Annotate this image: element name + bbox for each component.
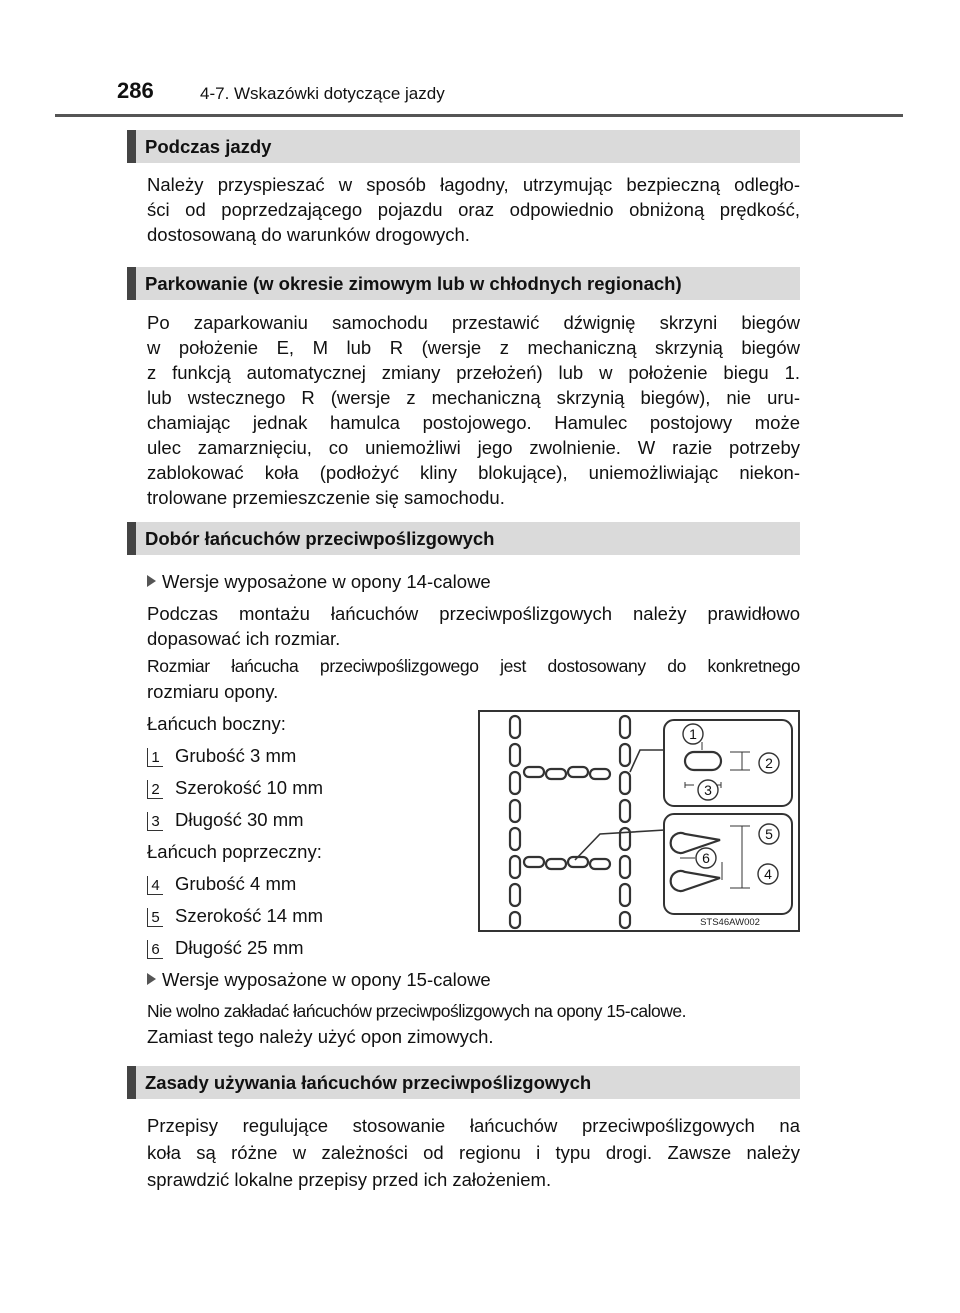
number-box: 6 xyxy=(147,940,163,959)
paragraph-line: trolowane przemieszczenie się samochodu. xyxy=(147,487,505,508)
spec-item: 3 Długość 30 mm xyxy=(147,809,304,831)
callout-2: 2 xyxy=(765,755,773,771)
paragraph-line: chamiając jednak hamulca postojowego. Hamulec postojowy może xyxy=(147,412,800,433)
paragraph-line: Po zaparkowaniu samochodu przestawić dźwignię skrzyni biegów xyxy=(147,312,800,333)
spec-item: 2 Szerokość 10 mm xyxy=(147,777,323,799)
figure-code: STS46AW002 xyxy=(700,917,760,928)
section-heading-text: Podczas jazdy xyxy=(145,136,272,157)
paragraph-line: Nie wolno zakładać łańcuchów przeciwpoślizgowych na opony 15-calowe. xyxy=(147,1001,686,1021)
paragraph-line: z funkcją automatycznej zmiany przełożeń) lub w położenie biegu 1. xyxy=(147,362,800,383)
paragraph-line: Zamiast tego należy użyć opon zimowych. xyxy=(147,1026,494,1047)
paragraph-line: rozmiaru opony. xyxy=(147,681,279,702)
paragraph-line: lub wstecznego R (wersje z mechaniczną skrzynią biegów), nie uru- xyxy=(147,387,800,408)
variant-15-heading: Wersje wyposażone w opony 15-calowe xyxy=(147,969,491,991)
callout-5: 5 xyxy=(765,826,773,842)
spec-item: 1 Grubość 3 mm xyxy=(147,745,296,767)
number-box: 2 xyxy=(147,780,163,799)
section-heading-parking xyxy=(127,267,800,300)
section-heading-rules xyxy=(127,1066,800,1099)
paragraph-line: w położenie E, M lub R (wersje z mechaniczną skrzynią biegów xyxy=(147,337,800,358)
paragraph-line: koła są różne w zależności od regionu i typu drogi. Zawsze należy xyxy=(147,1142,800,1163)
chain-illustration xyxy=(480,712,798,930)
number-box: 1 xyxy=(147,748,163,767)
paragraph-line: zablokować koła (podłożyć kliny blokujące), uniemożliwiając niekon- xyxy=(147,462,800,483)
triangle-bullet-icon xyxy=(147,973,156,985)
paragraph-line: Podczas montażu łańcuchów przeciwpoślizgowych należy prawidłowo xyxy=(147,603,800,624)
snow-chain-diagram xyxy=(478,710,800,932)
section-heading-text: Parkowanie (w okresie zimowym lub w chłodnych regionach) xyxy=(145,273,682,294)
callout-4: 4 xyxy=(764,866,772,882)
variant-14-heading: Wersje wyposażone w opony 14-calowe xyxy=(147,571,491,593)
cross-chain-label: Łańcuch poprzeczny: xyxy=(147,841,322,862)
header-rule xyxy=(55,114,903,117)
paragraph-line: Przepisy regulujące stosowanie łańcuchów przeciwpoślizgowych na xyxy=(147,1115,800,1136)
paragraph-line: sprawdzić lokalne przepisy przed ich założeniem. xyxy=(147,1169,552,1190)
paragraph-line: ulec zamarznięciu, co uniemożliwi jego zwolnienie. W razie potrzeby xyxy=(147,437,800,458)
callout-6: 6 xyxy=(702,850,710,866)
section-heading-driving xyxy=(127,130,800,163)
callout-3: 3 xyxy=(704,782,712,798)
paragraph-line: Rozmiar łańcucha przeciwpoślizgowego jest dostosowany do konkretnego xyxy=(147,656,800,676)
chain-links xyxy=(510,716,630,928)
triangle-bullet-icon xyxy=(147,575,156,587)
paragraph-line: dopasować ich rozmiar. xyxy=(147,628,341,649)
number-box: 5 xyxy=(147,908,163,927)
spec-item: 4 Grubość 4 mm xyxy=(147,873,296,895)
paragraph-line: dostosowaną do warunków drogowych. xyxy=(147,224,470,245)
callout-1: 1 xyxy=(689,726,697,742)
pointer-line xyxy=(630,750,665,772)
paragraph-line: Należy przyspieszać w sposób łagodny, utrzymując bezpieczną odległo- xyxy=(147,174,800,195)
number-box: 4 xyxy=(147,876,163,895)
spec-item: 5 Szerokość 14 mm xyxy=(147,905,323,927)
section-heading-text: Dobór łańcuchów przeciwpoślizgowych xyxy=(145,528,495,549)
side-chain-label: Łańcuch boczny: xyxy=(147,713,286,734)
number-box: 3 xyxy=(147,812,163,831)
page-number: 286 xyxy=(117,78,154,103)
chapter-title: 4-7. Wskazówki dotyczące jazdy xyxy=(200,84,445,103)
paragraph-line: ści od poprzedzającego pojazdu oraz odpowiednio obniżoną prędkość, xyxy=(147,199,800,220)
spec-item: 6 Długość 25 mm xyxy=(147,937,304,959)
section-heading-text: Zasady używania łańcuchów przeciwpoślizgowych xyxy=(145,1072,592,1093)
section-heading-chains xyxy=(127,522,800,555)
